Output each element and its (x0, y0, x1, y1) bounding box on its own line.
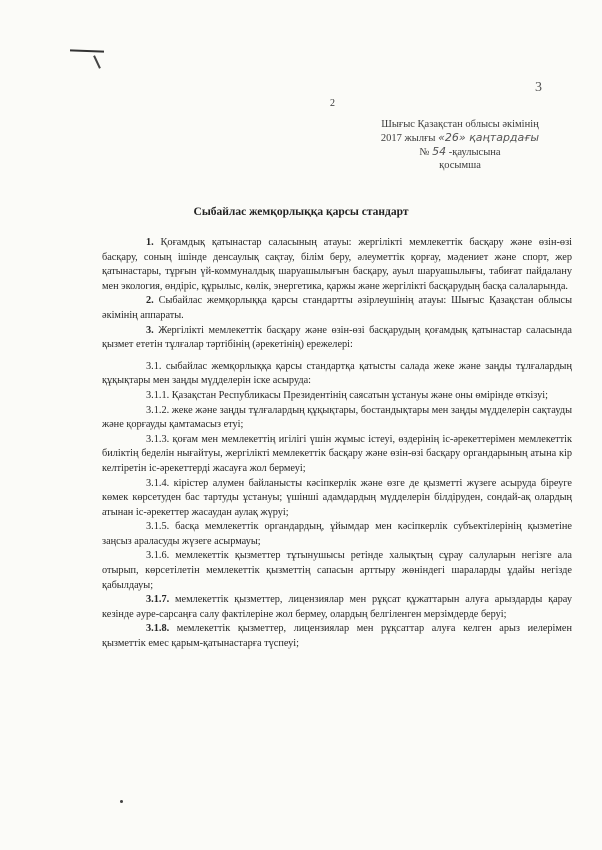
item-paragraph: 3.1.1. Қазақстан Республикасы Президентінің саясатын ұстануы және оны өмірінде өткізуі; (146, 389, 549, 401)
item-paragraph: 3.1.4. кірістер алумен байланысты кәсіпкерлік және өзге де қызметті жүзеге асыруда біреуге көмек көрсетуден бас тартуды ұстануы; үшінші адамдардың мүдделерін білдіруден, сондай-ақ олардың атынан іс-әрекеттер жасаудан аулақ жүруі; (102, 477, 572, 518)
item-paragraph: 3.1.7. мемлекеттік қызметтер, лицензиялар мен рұқсат құжаттарын алуға арыздарды қарау кезінде әуре-сарсаңға салу фактілеріне жол бермеу, олардың белгіленген мерзімдерде беруі; (102, 594, 572, 620)
handwritten-number: 54 (432, 145, 447, 158)
handwritten-date: «26» қаңтардағы (438, 131, 540, 144)
approval-line-3 (360, 145, 560, 159)
item-paragraph: 3.1.2. жеке және заңды тұлғалардың құқықтары, бостандықтары мен заңды мүдделерін сақтауды және қорғауды қамтамасыз етуі; (102, 404, 573, 431)
approval-number-sign: № (419, 147, 430, 158)
approval-line-4: қосымша (439, 160, 481, 171)
item-paragraph: 3.1.8. мемлекеттік қызметтер, лицензиялар мен рұқсаттар алуға келген арыз иелерімен қызметтік емес қарым-қатынастарға түспеуі; (102, 623, 573, 650)
corner-page-mark: 3 (535, 80, 542, 95)
section-paragraph: 1. Қоғамдық қатынастар саласының атауы: жергілікті мемлекеттік басқару және өзін-өзі басқару, соның ішінде денсаулық сақтау, білім беру, әлеуметтік қорғау, мәдениет және спорт, жер қатынастары, тұрғын үй-коммуналдық шаруашылығын басқару, ауыл шаруашылығы, табиғат пайдалану мен экология, өндіріс, құрылыс, көлік, энергетика, қаржы және жергілікті басқарудың басқа салаларында. (102, 237, 573, 292)
document-title: Сыбайлас жемқорлыққа қарсы стандарт (193, 206, 409, 218)
approval-line-2 (360, 131, 560, 145)
item-paragraph: 3.1.3. қоғам мен мемлекеттің игілігі үшін жұмыс істеуі, өздерінің іс-әрекеттерімен мемлекеттік биліктің беделін нығайтуы, жергілікті мемлекеттік басқару және өзін-өзі басқару органдарының атына кір келтіретін іс-әрекеттерді жасауға жол бермеуі; (102, 433, 572, 474)
approval-block (360, 118, 560, 172)
item-paragraph: 3.1.5. басқа мемлекеттік органдардың, ұйымдар мен кәсіпкерлік субъектілерінің қызметіне заңсыз араласуды жүзеге асырмауы; (102, 521, 572, 547)
scan-dot (120, 800, 123, 803)
pen-mark-tick (93, 55, 101, 69)
item-paragraph: 3.1.6. мемлекеттік қызметтер тұтынушысы ретінде халықтың сұрау салуларын негізге ала отырып, көрсетілетін мемлекеттік қызметтің сапасын арттыру жөніндегі шараларды ұдайы негізде қабылдауы; (102, 550, 573, 591)
approval-decree: -қаулысына (448, 147, 501, 158)
page-number: 2 (330, 98, 335, 109)
section-paragraph: 2. Сыбайлас жемқорлыққа қарсы стандартты әзірлеушінің атауы: Шығыс Қазақстан облысы әкімінің аппараты. (102, 295, 572, 321)
item-paragraph: 3.1. сыбайлас жемқорлыққа қарсы стандартқа қатысты салада жеке және заңды тұлғалардың құқықтары мен заңды мүдделерін іске асыруда: (102, 360, 572, 387)
pen-mark (70, 49, 104, 52)
document-body (102, 236, 572, 652)
section-paragraph: 3. Жергілікті мемлекеттік басқару және өзін-өзі басқарудың қоғамдық қатынастар саласында қызмет ететін тұлғалар тәртібінің (әрекетінің) ережелері: (102, 324, 572, 351)
approval-line-1: Шығыс Қазақстан облысы әкімінің (381, 119, 539, 130)
approval-year: 2017 жылғы (380, 133, 436, 144)
